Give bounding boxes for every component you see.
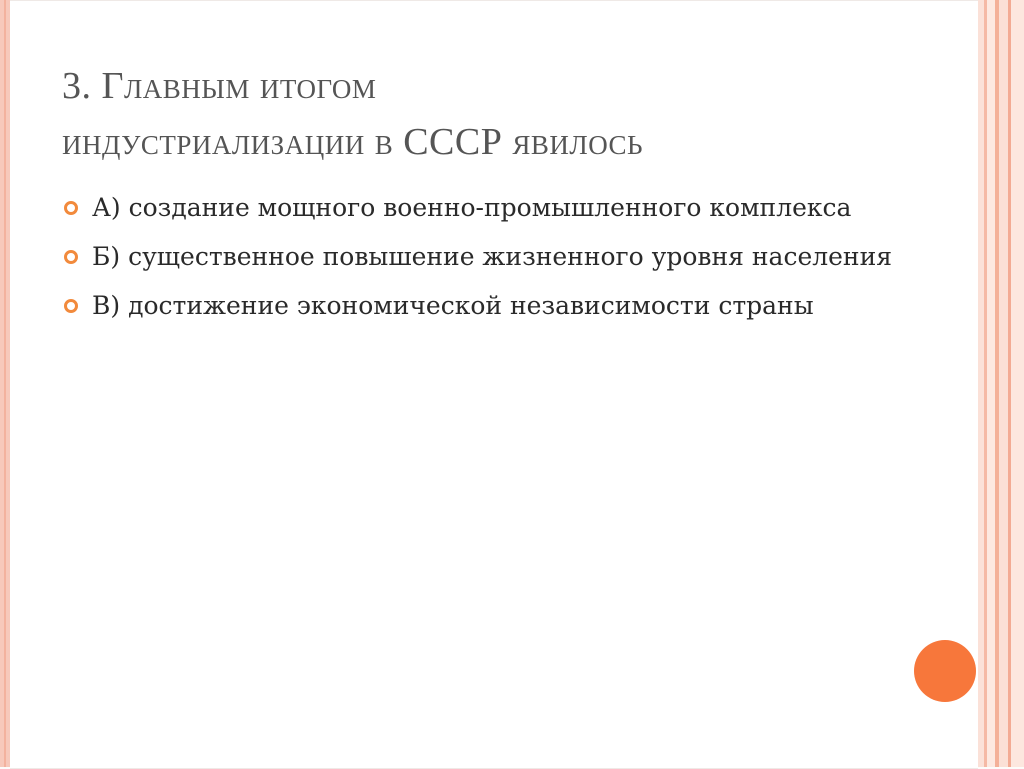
bullet-list xyxy=(62,188,942,335)
bullet-text-a: А) создание мощного военно-промышленного комплекса xyxy=(92,193,852,222)
slide-title-line-2: индустриализации в СССР явилось xyxy=(62,121,644,163)
slide-title-line-1: 3. Главным итогом xyxy=(62,65,377,107)
bullet-item-b xyxy=(62,237,942,277)
ring-bullet-icon xyxy=(64,299,78,313)
slide-title xyxy=(62,58,962,170)
ring-bullet-icon xyxy=(64,250,78,264)
slide-left-border xyxy=(0,0,10,767)
right-border-stripe xyxy=(987,0,995,767)
bullet-item-c xyxy=(62,286,942,326)
ring-bullet-icon xyxy=(64,201,78,215)
right-border-stripe xyxy=(999,0,1008,767)
bullet-item-a xyxy=(62,188,942,228)
right-border-stripe xyxy=(1011,0,1024,767)
bullet-text-c: В) достижение экономической независимости страны xyxy=(92,291,814,320)
bullet-text-b: Б) существенное повышение жизненного уровня населения xyxy=(92,242,893,271)
orange-circle-icon xyxy=(914,640,976,702)
